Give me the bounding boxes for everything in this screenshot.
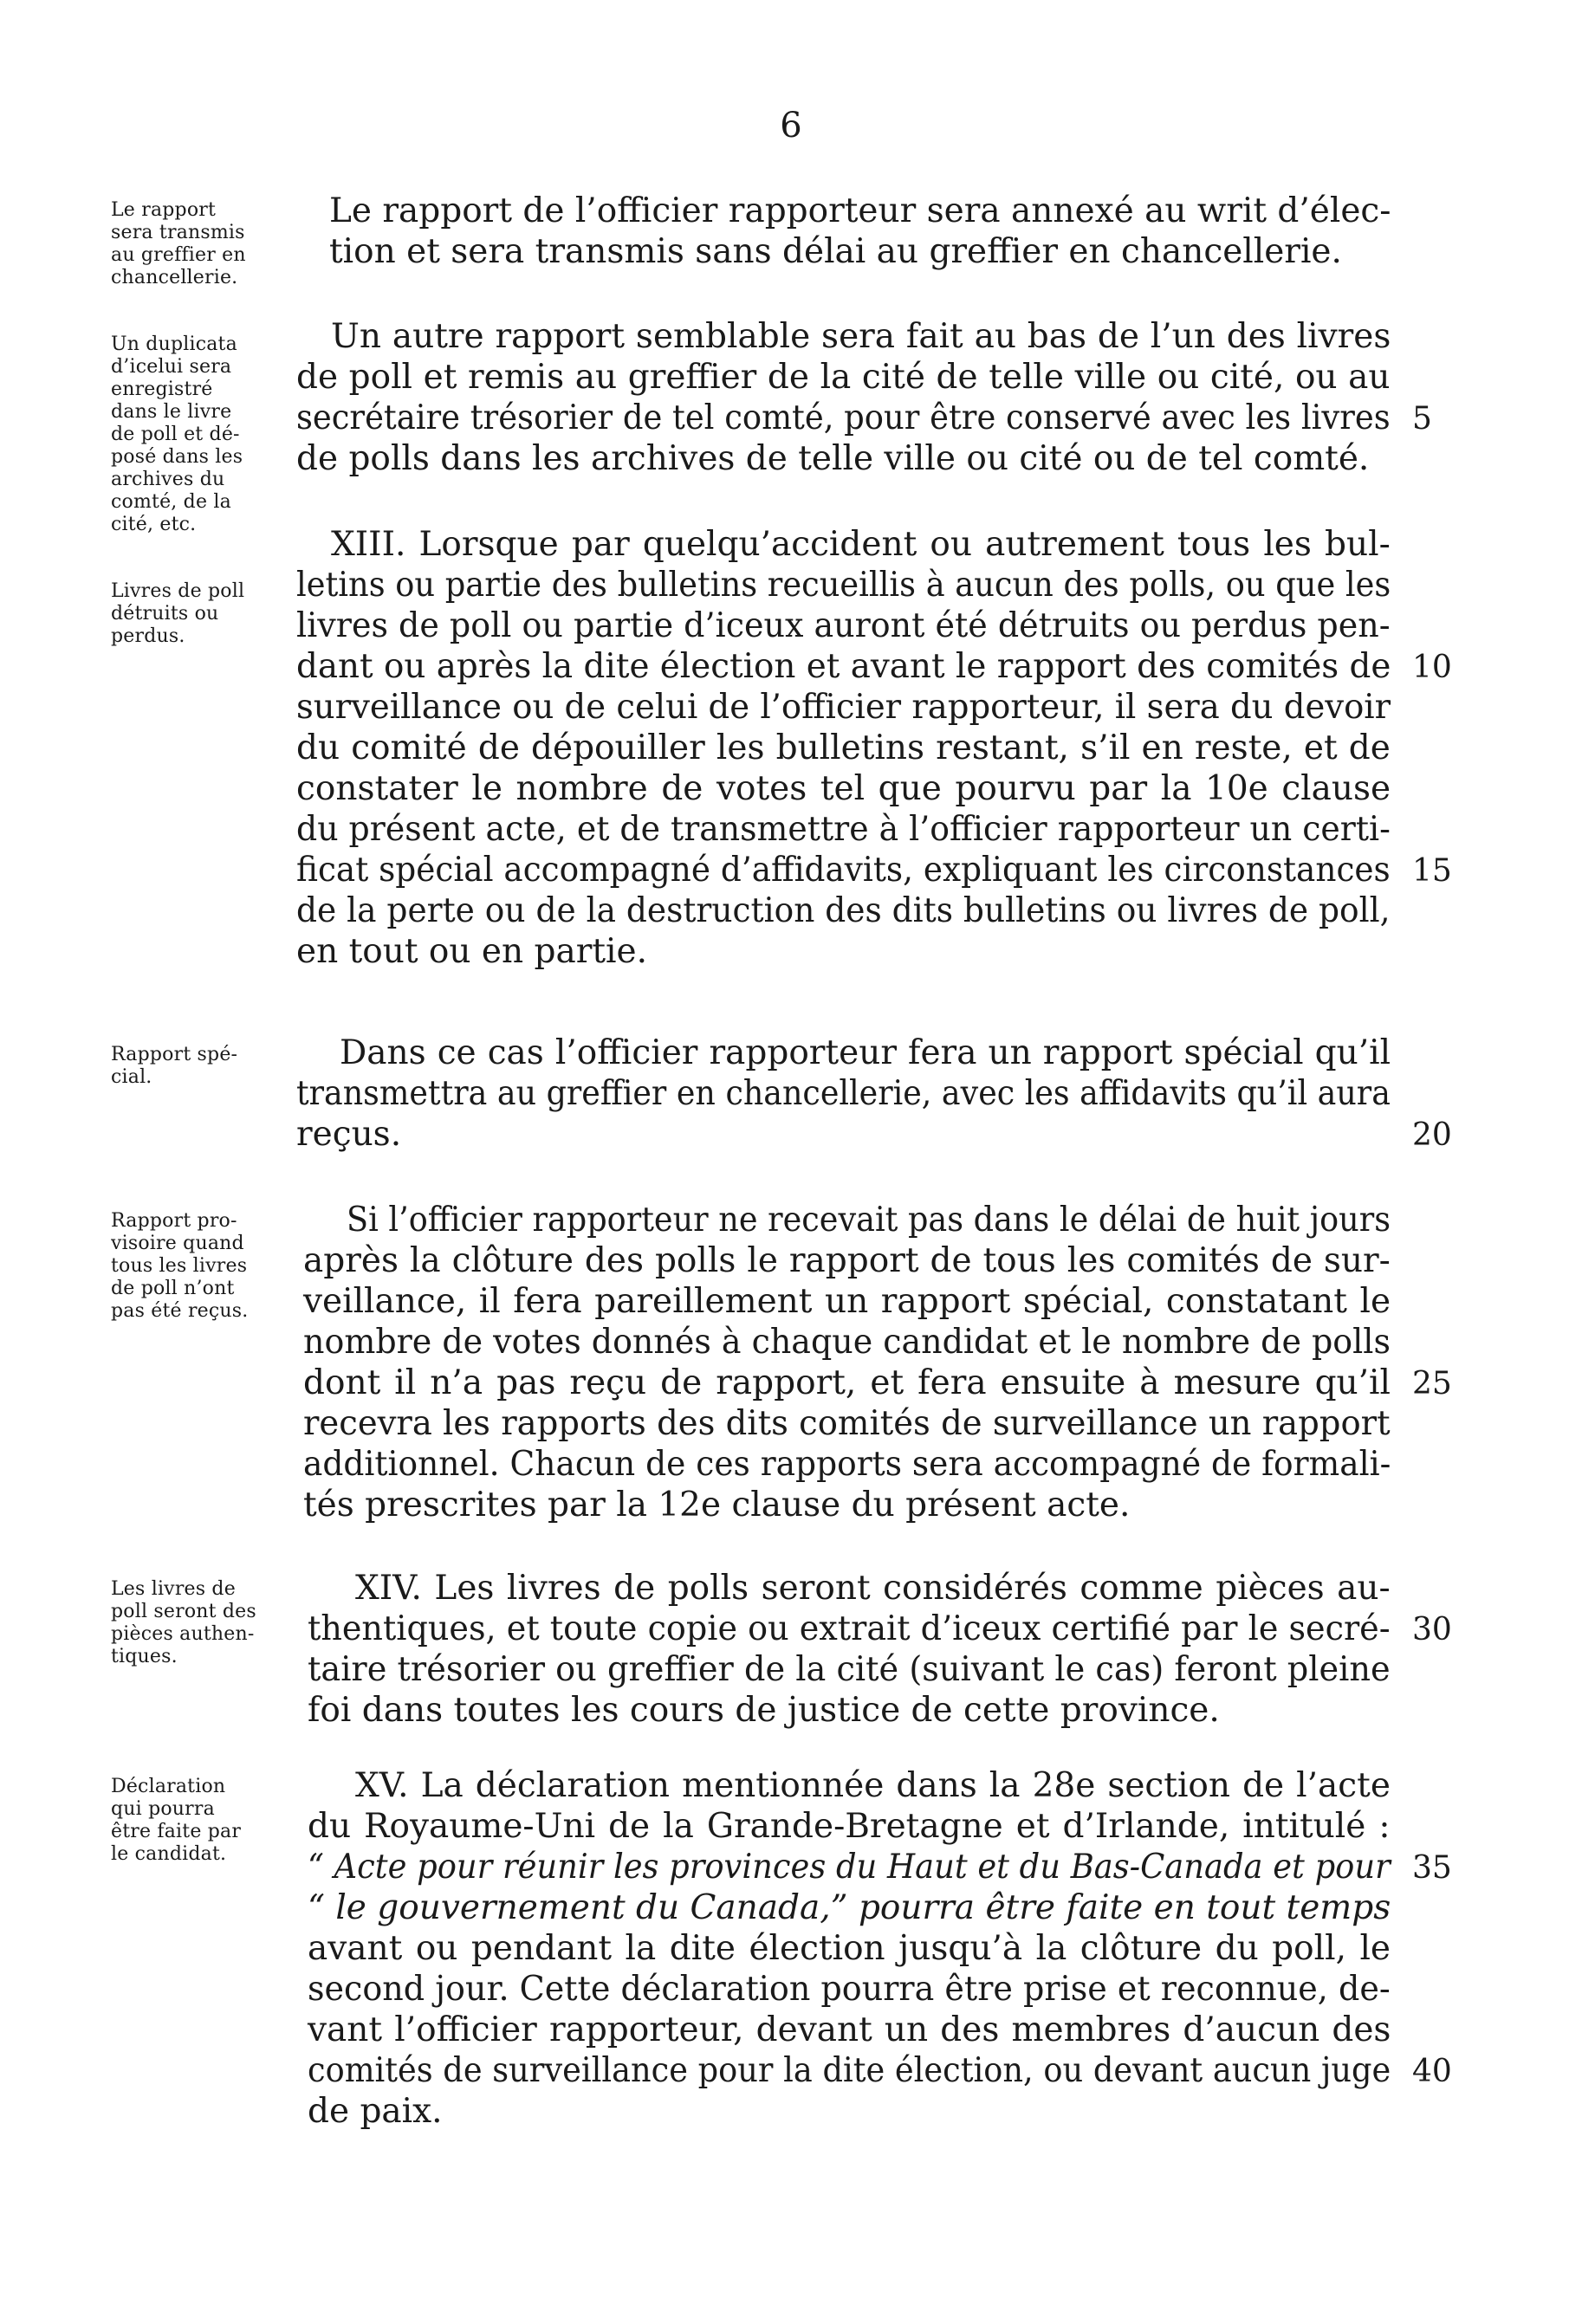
text-line: nombre de votes donnés à chaque candidat et le nombre de polls [303, 1323, 1391, 1362]
text-line: secrétaire trésorier de tel comté, pour être conservé avec les livres [296, 398, 1391, 437]
margin-note-line: de poll et dé- [111, 424, 240, 445]
margin-note [111, 1776, 306, 1866]
margin-note-line: qui pourra [111, 1798, 215, 1820]
margin-note-line: Le rapport [111, 199, 217, 221]
text-line: de paix. [308, 2092, 443, 2131]
margin-note [111, 1578, 306, 1668]
text-line: XIII. Lorsque par quelqu’accident ou autrement tous les bul- [331, 525, 1391, 564]
text-line: “ le gouvernement du Canada,” pourra être faite en tout temps [308, 1888, 1391, 1927]
line-number: 10 [1412, 650, 1452, 685]
margin-note [111, 1044, 306, 1089]
text-line: en tout ou en partie. [296, 932, 648, 971]
margin-note-line: poll seront des [111, 1601, 256, 1622]
text-line: letins ou partie des bulletins recueillis à aucun des polls, ou que les [296, 566, 1391, 605]
margin-note-line: le candidat. [111, 1843, 227, 1865]
margin-note [111, 199, 306, 289]
text-line: additionnel. Chacun de ces rapports sera accompagné de formali- [303, 1445, 1391, 1484]
line-number: 40 [1412, 2054, 1452, 2089]
margin-note-line: Rapport pro- [111, 1210, 237, 1232]
line-number: 20 [1412, 1117, 1452, 1153]
margin-note-line: visoire quand [111, 1233, 244, 1254]
margin-note-line: posé dans les [111, 446, 243, 468]
margin-note-line: détruits ou [111, 603, 219, 625]
text-line: “ Acte pour réunir les provinces du Haut et du Bas-Canada et pour [308, 1848, 1391, 1887]
text-line: du présent acte, et de transmettre à l’officier rapporteur un certi- [296, 810, 1391, 849]
text-line: livres de poll ou partie d’iceux auront été détruits ou perdus pen- [296, 606, 1391, 645]
margin-note-line: cial. [111, 1066, 152, 1088]
margin-note [111, 333, 306, 536]
margin-note-line: Un duplicata [111, 333, 237, 355]
line-number: 30 [1412, 1612, 1452, 1648]
margin-note-line: Déclaration [111, 1776, 226, 1797]
margin-note [111, 1210, 306, 1323]
text-line: foi dans toutes les cours de justice de cette province. [308, 1691, 1220, 1730]
text-line: tion et sera transmis sans délai au greffier en chancellerie. [329, 232, 1342, 271]
page-number: 6 [780, 106, 802, 146]
text-line: avant ou pendant la dite élection jusqu’à la clôture du poll, le [308, 1929, 1391, 1968]
line-number: 15 [1412, 853, 1452, 889]
text-line: vant l’officier rapporteur, devant un des membres d’aucun des [308, 2010, 1391, 2049]
margin-note-line: tous les livres [111, 1255, 248, 1277]
margin-note-line: Livres de poll [111, 580, 245, 602]
text-line: après la clôture des polls le rapport de tous les comités de sur- [303, 1241, 1391, 1280]
margin-note-line: être faite par [111, 1821, 242, 1842]
text-line: dont il n’a pas reçu de rapport, et fera ensuite à mesure qu’il [303, 1363, 1391, 1402]
margin-note-line: d’icelui sera [111, 356, 232, 378]
text-line: de poll et remis au greffier de la cité de telle ville ou cité, ou au [296, 358, 1391, 397]
margin-note-line: comté, de la [111, 491, 231, 513]
text-line: taire trésorier ou greffier de la cité (suivant le cas) feront pleine [308, 1650, 1391, 1689]
margin-note-line: Les livres de [111, 1578, 236, 1600]
margin-note-line: Rapport spé- [111, 1044, 238, 1065]
text-line: Si l’officier rapporteur ne recevait pas dans le délai de huit jours [347, 1201, 1391, 1240]
text-line: recevra les rapports des dits comités de surveillance un rapport [303, 1404, 1391, 1443]
margin-note-line: enregistré [111, 379, 213, 400]
text-line: transmettra au greffier en chancellerie, avec les affidavits qu’il aura [296, 1074, 1391, 1113]
text-line: du comité de dépouiller les bulletins restant, s’il en reste, et de [296, 728, 1391, 767]
line-number: 35 [1412, 1850, 1452, 1886]
margin-note-line: dans le livre [111, 401, 232, 423]
text-line: du Royaume-Uni de la Grande-Bretagne et d’Irlande, intitulé : [308, 1807, 1391, 1846]
line-number: 25 [1412, 1366, 1452, 1402]
margin-note-line: tiques. [111, 1646, 178, 1667]
text-line: de la perte ou de la destruction des dits bulletins ou livres de poll, [296, 891, 1391, 930]
margin-note-line: cité, etc. [111, 514, 197, 535]
text-line: surveillance ou de celui de l’officier rapporteur, il sera du devoir [296, 688, 1391, 727]
margin-note-line: archives du [111, 469, 225, 490]
margin-note [111, 580, 306, 648]
text-line: comités de surveillance pour la dite élection, ou devant aucun juge [308, 2051, 1391, 2090]
margin-note-line: pièces authen- [111, 1623, 255, 1645]
margin-note-line: sera transmis [111, 222, 245, 243]
text-line: veillance, il fera pareillement un rapport spécial, constatant le [303, 1282, 1391, 1321]
text-line: Un autre rapport semblable sera fait au bas de l’un des livres [331, 317, 1391, 356]
text-line: XV. La déclaration mentionnée dans la 28e section de l’acte [355, 1766, 1391, 1805]
text-line: dant ou après la dite élection et avant le rapport des comités de [296, 647, 1391, 686]
text-line: constater le nombre de votes tel que pourvu par la 10e clause [296, 769, 1391, 808]
text-line: tés prescrites par la 12e clause du présent acte. [303, 1486, 1131, 1525]
margin-note-line: perdus. [111, 625, 185, 647]
text-line: second jour. Cette déclaration pourra être prise et reconnue, de- [308, 1970, 1391, 2009]
margin-note-line: chancellerie. [111, 267, 238, 288]
line-number: 5 [1412, 401, 1432, 437]
text-line: reçus. [296, 1115, 402, 1154]
margin-note-line: au greffier en [111, 244, 246, 266]
text-line: ficat spécial accompagné d’affidavits, expliquant les circonstances [296, 851, 1391, 890]
text-line: thentiques, et toute copie ou extrait d’iceux certifié par le secré- [308, 1609, 1391, 1648]
text-line: XIV. Les livres de polls seront considérés comme pièces au- [355, 1569, 1391, 1608]
text-line: de polls dans les archives de telle ville ou cité ou de tel comté. [296, 439, 1370, 478]
margin-note-line: de poll n’ont [111, 1278, 235, 1299]
text-line: Dans ce cas l’officier rapporteur fera un rapport spécial qu’il [340, 1033, 1391, 1072]
text-line: Le rapport de l’officier rapporteur sera annexé au writ d’élec- [329, 191, 1391, 230]
margin-note-line: pas été reçus. [111, 1300, 249, 1322]
